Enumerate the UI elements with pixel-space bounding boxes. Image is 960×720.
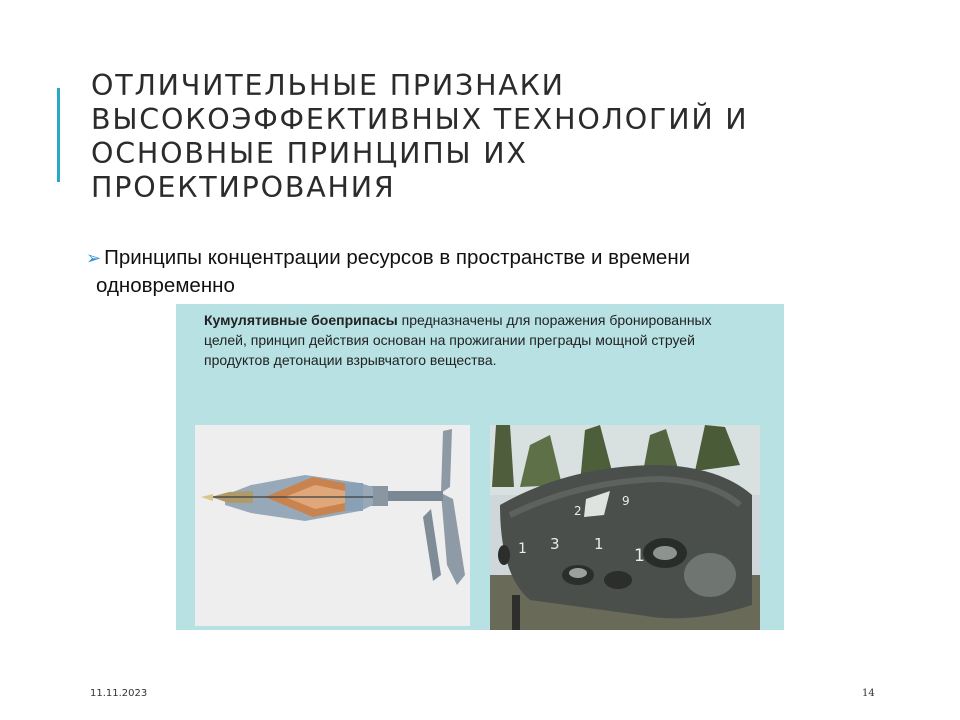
footer-date: 11.11.2023 [90, 688, 148, 699]
info-panel [176, 304, 784, 630]
title-accent-bar [57, 88, 60, 182]
title-line: ОСНОВНЫЕ ПРИНЦИПЫ ИХ [91, 137, 528, 170]
shaped-charge-projectile-image [195, 425, 470, 626]
panel-description [204, 310, 744, 370]
turret-number: 1 [594, 535, 604, 553]
page-number: 14 [862, 688, 875, 699]
panel-body: предназначены для поражения бронированных целей, принцип действия основан на прожигании преграды мощной струей продуктов детонации взрывчатого вещества. [204, 312, 712, 368]
turret-number: 9 [622, 494, 630, 508]
damaged-tank-turret-image [490, 425, 760, 630]
title-line: ОТЛИЧИТЕЛЬНЫЕ ПРИЗНАКИ [91, 69, 565, 102]
turret-number: 2 [574, 504, 582, 518]
arrow-bullet-icon: ➢ [86, 248, 102, 268]
bullet-text: Принципы концентрации ресурсов в пространстве и времени [104, 246, 691, 269]
title-line: ВЫСОКОЭФФЕКТИВНЫХ ТЕХНОЛОГИЙ И [91, 103, 749, 136]
slide-title [91, 69, 891, 205]
bullet-text-continued: одновременно [96, 274, 235, 297]
bullet-item [86, 244, 846, 300]
panel-term: Кумулятивные боеприпасы [204, 312, 398, 328]
turret-number: 3 [550, 535, 560, 553]
turret-number: 1 [634, 546, 645, 566]
turret-number: 1 [518, 541, 527, 557]
title-line: ПРОЕКТИРОВАНИЯ [91, 171, 396, 204]
